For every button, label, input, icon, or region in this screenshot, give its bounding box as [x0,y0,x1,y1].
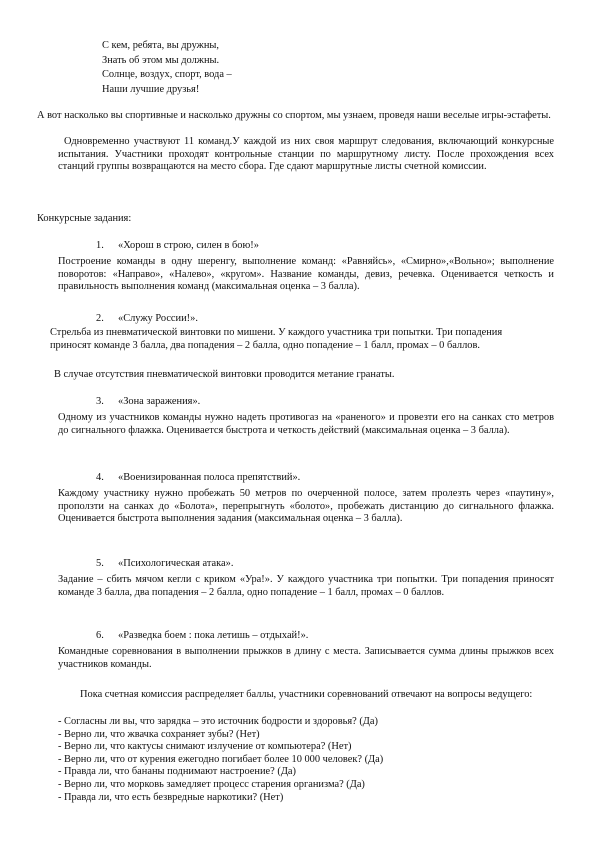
intro-paragraph: А вот насколько вы спортивные и насколько дружны со спортом, мы узнаем, проведя наши веселые игры-эстафеты. [37,110,551,121]
poem-line: С кем, ребята, вы дружны, [102,40,219,51]
task-note: В случае отсутствия пневматической винтовки проводится метание гранаты. [54,369,395,380]
question-item: - Согласны ли вы, что зарядка – это источник бодрости и здоровья? (Да) [58,716,378,727]
task-title: 5. «Психологическая атака». [96,558,234,569]
poem-line: Наши лучшие друзья! [102,83,200,95]
task-title: 2. «Служу России!». [96,313,198,324]
task-body: Построение команды в одну шеренгу, выполнение команд: «Равняйсь», «Смирно»,«Вольно»; выполнение поворотов: «Направо», «Налево», «кругом». Название команды, девиз, речевка. Оценивается четкость и правильность выполнения команд (максимальная оценка – 3 балла). [58,256,554,293]
task-body: Задание – сбить мячом кегли с криком «Ура!». У каждого участника три попытки. Три попадения приносят команде 3 балла, два попадения – 2 балла, одно попадение – 1 балл, промах – 0 баллов. [58,574,554,598]
task-body: Каждому участнику нужно пробежать 50 метров по очерченной полосе, затем пролезть через «паутину», проползти на санках до «Болота», перепрыгнуть «болото», пробежать дистанцию до сигнального флажка. Оценивается быстрота выполнения задания (максимальная оценка – 3 балла). [58,488,554,525]
task-body: Одному из участников команды нужно надеть противогаз на «раненого» и провезти его на санках сто метров до сигнального флажка. Оценивается быстрота и четкость действий (максимальная оценка – 3 балла). [58,412,554,436]
task-title: 1. «Хорош в строю, силен в бою!» [96,240,259,251]
question-item: - Верно ли, что кактусы снимают излучение от компьютера? (Нет) [58,741,352,753]
question-item: - Верно ли, что морковь замедляет процесс старения организма? (Да) [58,778,365,790]
tasks-heading: Конкурсные задания: [37,213,132,224]
task-body: Командные соревнования в выполнении прыжков в длину с места. Записывается сумма длины прыжков всех участников команды. [58,646,554,670]
poem-line: Знать об этом мы должны. [102,54,220,66]
rules-paragraph: Одновременно участвуют 11 команд.У каждой из них своя маршрут следования, включающий конкурсные испытания. Участники проходят контрольные станции по маршрутному листу. После прохождения всех станций группы возвращаются на место сбора. Где сдают маршрутные листы счетной комиссии. [58,136,554,173]
poem-line: Солнце, воздух, спорт, вода – [102,69,232,81]
question-item: - Верно ли, что жвачка сохраняет зубы? (Нет) [58,728,260,740]
question-item: - Правда ли, что есть безвредные наркотики? (Нет) [58,791,284,803]
task-title: 6. «Разведка боем : пока летишь – отдыхай!». [96,630,309,641]
task-title: 4. «Военизированная полоса препятствий». [96,472,301,483]
epigraph-poem [102,40,232,98]
task-body: Стрельба из пневматической винтовки по мишени. У каждого участника три попытки. Три попадения приносят команде 3 балла, два попадения – 2 балла, одно попадение – 1 балл, промах – 0 баллов. [50,327,503,351]
task-title: 3. «Зона заражения». [96,396,201,407]
question-item: - Правда ли, что бананы поднимают настроение? (Да) [58,766,296,778]
question-item: - Верно ли, что от курения ежегодно погибает более 10 000 человек? (Да) [58,753,384,765]
qa-intro: Пока счетная комиссия распределяет баллы, участники соревнований отвечают на вопросы ведущего: [80,689,533,700]
questions-list [58,716,554,804]
